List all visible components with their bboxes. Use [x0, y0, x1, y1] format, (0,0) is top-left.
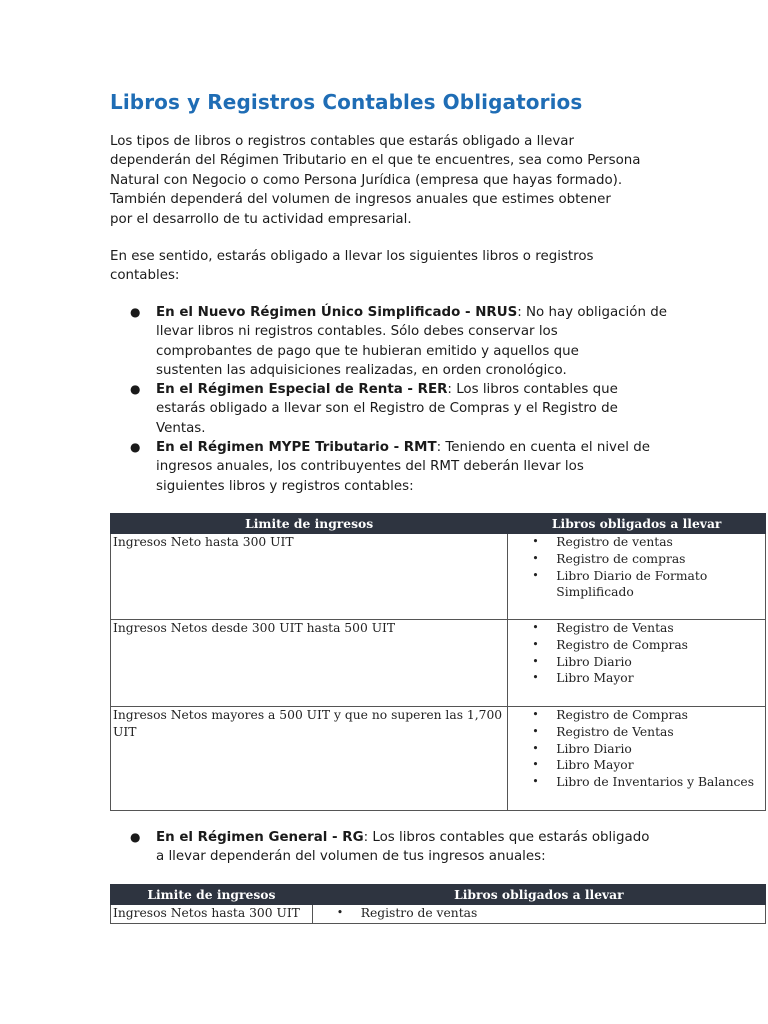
text-line: sustenten las adquisiciones realizadas, en orden cronológico. — [156, 363, 567, 379]
table-header-row — [111, 514, 766, 534]
bullet-heading: En el Régimen MYPE Tributario - RMT — [156, 440, 437, 455]
lead-paragraph — [110, 247, 710, 286]
limit-cell — [111, 707, 508, 811]
limit-text: UIT — [113, 724, 137, 739]
text-line: : Los libros contables que estarás obligado — [363, 830, 650, 845]
text-line: estarás obligado a llevar son el Registro de Compras y el Registro de — [156, 401, 618, 417]
bullet-dot-icon: ● — [130, 830, 141, 844]
text-line: : Teniendo en cuenta el nivel de — [436, 440, 650, 455]
limit-cell — [111, 905, 313, 924]
column-header-limit: Limite de ingresos — [111, 514, 508, 534]
limit-text: Ingresos Neto hasta 300 UIT — [113, 535, 294, 549]
text-line: a llevar dependerán del volumen de tus ingresos anuales: — [156, 849, 546, 865]
table-row — [111, 905, 766, 924]
book-item: • Libro Diario — [510, 654, 763, 671]
bullet-dot-icon: ● — [130, 382, 141, 396]
column-header-books: Libros obligados a llevar — [312, 885, 765, 905]
text-line: : No hay obligación de — [517, 305, 667, 320]
book-item: • Libro Diario de Formato — [510, 568, 763, 585]
book-item: • Registro de ventas — [315, 905, 763, 922]
bullet-heading: En el Régimen General - RG — [156, 830, 364, 845]
intro-paragraph — [110, 132, 710, 229]
books-cell — [312, 905, 765, 924]
book-item: • Registro de compras — [510, 551, 763, 568]
book-item: • Registro de Ventas — [510, 724, 763, 741]
text-line: También dependerá del volumen de ingresos anuales que estimes obtener — [110, 192, 611, 208]
bullet-heading: En el Nuevo Régimen Único Simplificado - NRUS — [156, 305, 518, 320]
limit-text: Ingresos Netos mayores a 500 UIT y que no superen las 1,700 — [113, 708, 503, 722]
books-cell — [508, 620, 766, 707]
text-line: En ese sentido, estarás obligado a llevar los siguientes libros o registros — [110, 249, 594, 264]
text-line: ingresos anuales, los contribuyentes del RMT deberán llevar los — [156, 459, 584, 475]
text-line: comprobantes de pago que te hubieran emitido y aquellos que — [156, 343, 579, 359]
bullet-dot-icon: ● — [130, 305, 141, 319]
book-item: • Libro Mayor — [510, 757, 763, 774]
text-line: Natural con Negocio o como Persona Jurídica (empresa que hayas formado). — [110, 172, 623, 188]
books-cell — [508, 707, 766, 811]
text-line: : Los libros contables que — [447, 382, 618, 397]
table-header-row — [111, 885, 766, 905]
table-row — [111, 534, 766, 620]
rg-books-table — [110, 884, 766, 924]
limit-text: Ingresos Netos desde 300 UIT hasta 500 UIT — [113, 621, 396, 635]
bullet-dot-icon: ● — [130, 440, 141, 454]
book-item: • Libro Mayor — [510, 670, 763, 687]
page-title: Libros y Registros Contables Obligatorios — [110, 90, 583, 114]
books-cell — [508, 534, 766, 620]
text-line: por el desarrollo de tu actividad empresarial. — [110, 211, 412, 227]
column-header-books: Libros obligados a llevar — [508, 514, 766, 534]
limit-cell — [111, 620, 508, 707]
table-row — [111, 620, 766, 707]
book-item: • Registro de Compras — [510, 707, 763, 724]
text-line: contables: — [110, 268, 180, 284]
table-row — [111, 707, 766, 811]
limit-cell — [111, 534, 508, 620]
book-item: • Libro de Inventarios y Balances — [510, 774, 763, 791]
text-line: Los tipos de libros o registros contables que estarás obligado a llevar — [110, 134, 574, 149]
text-line: Ventas. — [156, 420, 206, 436]
text-line: dependerán del Régimen Tributario en el que te encuentres, sea como Persona — [110, 153, 641, 169]
column-header-limit: Limite de ingresos — [111, 885, 313, 905]
book-item-text: Simplificado — [556, 585, 634, 600]
book-item-continuation — [510, 584, 763, 601]
book-item: • Registro de Ventas — [510, 620, 763, 637]
rmt-books-table — [110, 513, 766, 811]
text-line: llevar libros ni registros contables. Sólo debes conservar los — [156, 324, 558, 340]
book-item: • Registro de Compras — [510, 637, 763, 654]
book-item: • Registro de ventas — [510, 534, 763, 551]
book-item: • Libro Diario — [510, 741, 763, 758]
limit-text: Ingresos Netos hasta 300 UIT — [113, 906, 300, 920]
bullet-heading: En el Régimen Especial de Renta - RER — [156, 382, 448, 397]
text-line: siguientes libros y registros contables: — [156, 478, 414, 494]
